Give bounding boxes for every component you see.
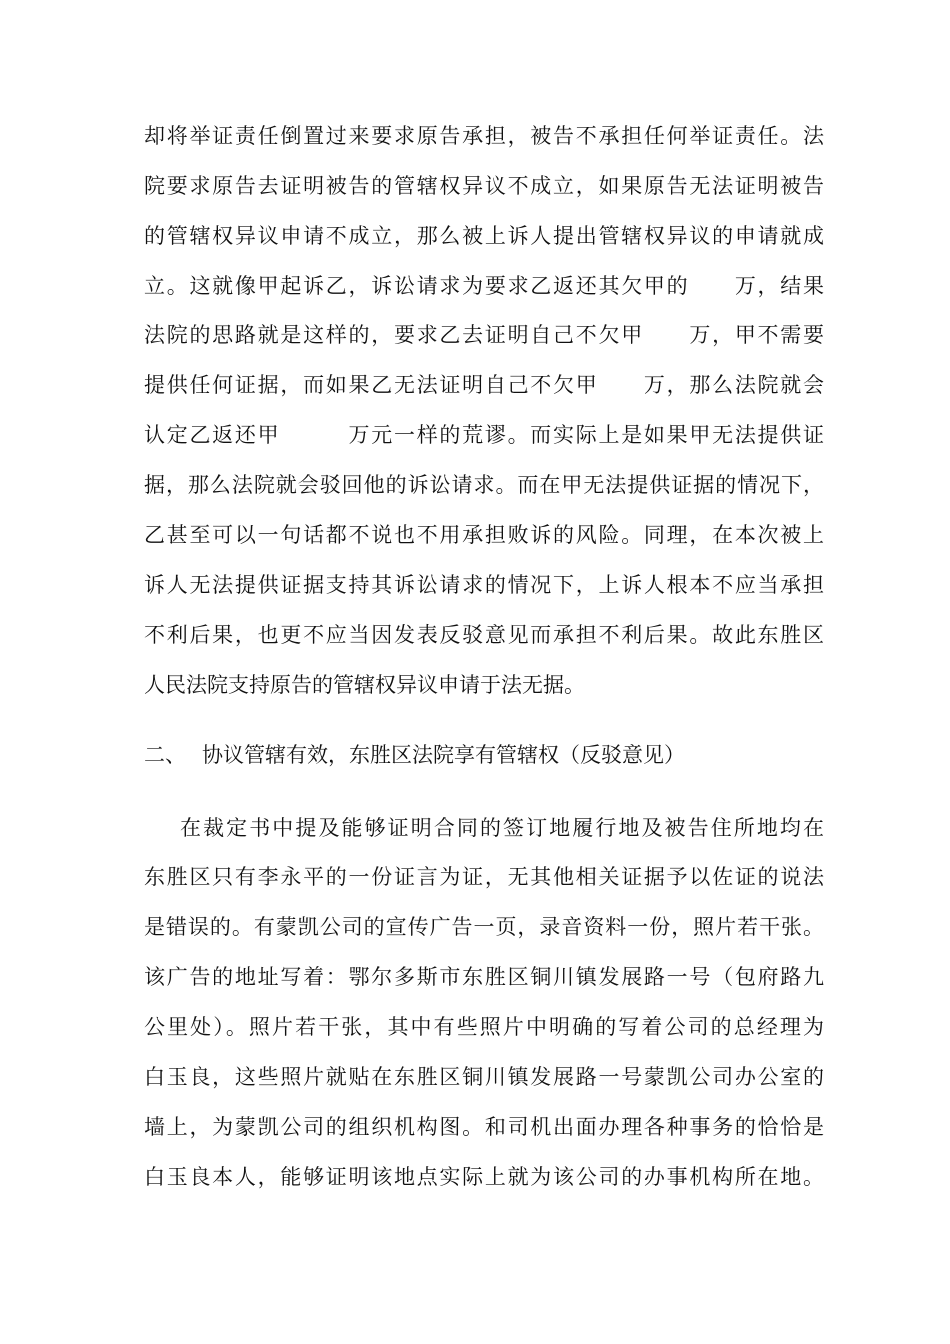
paragraph1-line: 认定乙返还甲 万元一样的荒谬。而实际上是如果甲无法提供证: [144, 423, 824, 447]
paragraph2-line: 白玉良，这些照片就贴在东胜区铜川镇发展路一号蒙凯公司办公室的: [144, 1065, 824, 1089]
section-title: 协议管辖有效，东胜区法院享有管辖权（反驳意见）: [202, 743, 685, 767]
paragraph2-line: 东胜区只有李永平的一份证言为证，无其他相关证据予以佐证的说法: [144, 865, 824, 889]
paragraph1-line: 不利后果，也更不应当因发表反驳意见而承担不利后果。故此东胜区: [144, 623, 824, 647]
paragraph2-line: 是错误的。有蒙凯公司的宣传广告一页，录音资料一份，照片若干张。: [144, 915, 824, 939]
paragraph1-line: 乙甚至可以一句话都不说也不用承担败诉的风险。同理，在本次被上: [144, 523, 824, 547]
paragraph1-line: 人民法院支持原告的管辖权异议申请于法无据。: [144, 673, 585, 697]
paragraph1-line: 法院的思路就是这样的，要求乙去证明自己不欠甲 万，甲不需要: [144, 323, 824, 347]
paragraph1-line: 的管辖权异议申请不成立，那么被上诉人提出管辖权异议的申请就成: [144, 224, 824, 248]
paragraph2-line: 该广告的地址写着：鄂尔多斯市东胜区铜川镇发展路一号（包府路九: [144, 965, 824, 989]
paragraph1-line: 提供任何证据，而如果乙无法证明自己不欠甲 万，那么法院就会: [144, 373, 824, 397]
paragraph1-line: 却将举证责任倒置过来要求原告承担，被告不承担任何举证责任。法: [144, 124, 824, 148]
paragraph2-line: 在裁定书中提及能够证明合同的签订地履行地及被告住所地均在: [180, 816, 824, 840]
paragraph2-line: 公里处）。照片若干张，其中有些照片中明确的写着公司的总经理为: [144, 1015, 824, 1039]
paragraph1-line: 院要求原告去证明被告的管辖权异议不成立，如果原告无法证明被告: [144, 174, 824, 198]
paragraph1-line: 据，那么法院就会驳回他的诉讼请求。而在甲无法提供证据的情况下，: [144, 473, 824, 497]
paragraph2-line: 墙上，为蒙凯公司的组织机构图。和司机出面办理各种事务的恰恰是: [144, 1115, 824, 1139]
paragraph1-line: 立。这就像甲起诉乙，诉讼请求为要求乙返还其欠甲的 万，结果: [144, 274, 824, 298]
paragraph2-line: 白玉良本人，能够证明该地点实际上就为该公司的办事机构所在地。: [144, 1165, 824, 1189]
section-number: 二、: [144, 743, 186, 767]
section-heading: [144, 740, 824, 770]
paragraph1-line: 诉人无法提供证据支持其诉讼请求的情况下，上诉人根本不应当承担: [144, 573, 824, 597]
